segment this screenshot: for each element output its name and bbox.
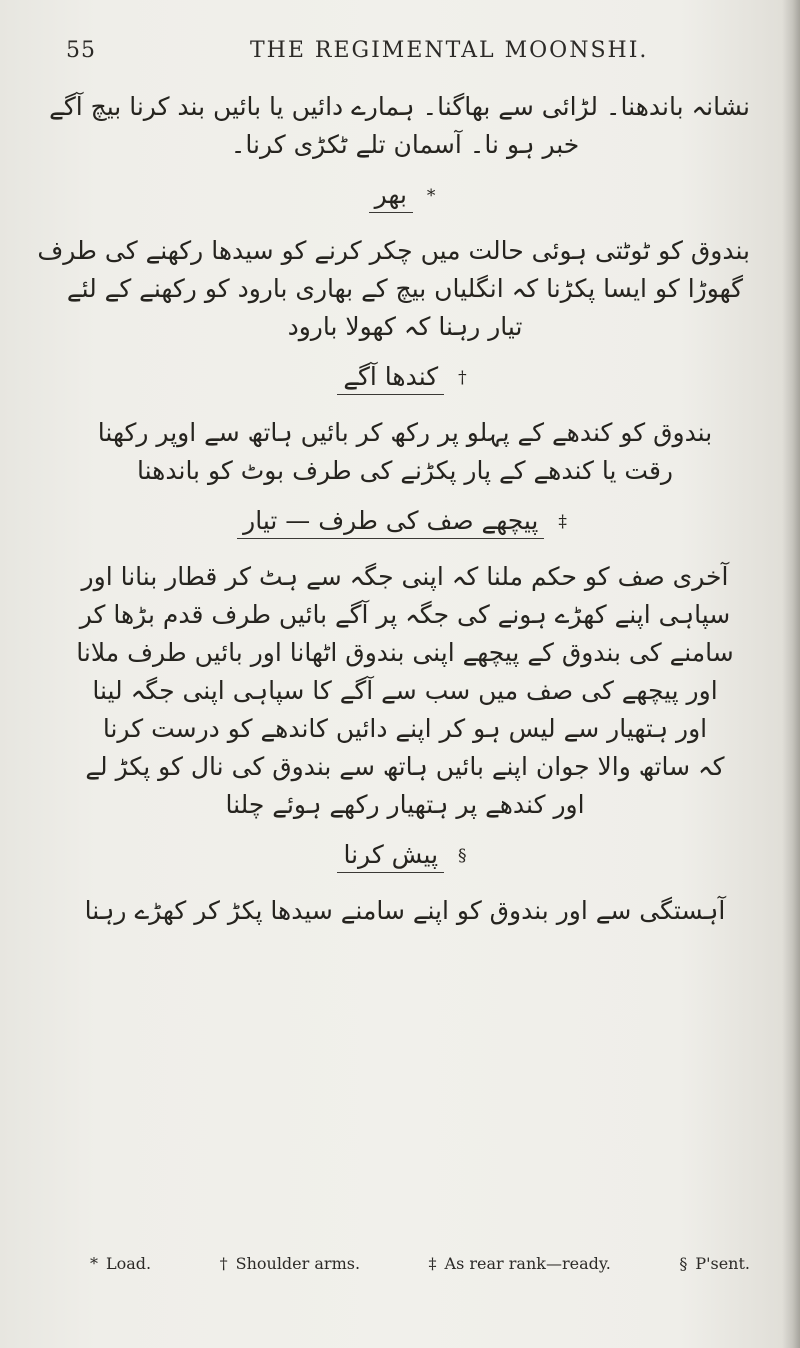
footnote-marker: § [458,846,467,866]
page-header [0,38,800,78]
heading-text: پیش کرنا [337,840,444,873]
heading-text: کندھا آگے [337,362,444,395]
text-line: اور ہتھیار سے لیس ہو کر اپنے دائیں کاندھے کو درست کرنا [102,714,708,743]
footnote-marker: † [219,1254,228,1273]
text-line: آخری صف کو حکم ملنا کہ اپنی جگہ سے ہٹ کر قطار بنانا اور [81,562,729,591]
footnote-present [679,1254,750,1273]
page-number: 55 [66,38,96,63]
heading-text: بھر [369,180,413,213]
footnote-shoulder-arms [220,1254,360,1273]
text-line: سپاہی اپنے کھڑے ہونے کی جگہ پر آگے بائیں طرف قدم بڑھا کر [79,600,731,629]
footnote-text: Shoulder arms. [235,1254,361,1273]
footnotes [90,1254,750,1273]
text-line: کہ ساتھ والا جوان اپنے بائیں ہاتھ سے بندوق کی نال کو پکڑ لے [85,752,725,781]
paragraph-5 [60,892,750,930]
section-heading-rear-rank-ready [60,502,750,540]
section-heading-load [60,176,750,214]
text-line: گھوڑا کو ایسا پکڑنا کہ انگلیاں بیچ کے بھاری بارود کو رکھنے کے لئے [66,274,744,303]
page-edge-shadow [782,0,800,1348]
footnote-marker: * [90,1254,98,1273]
footnote-text: As rear rank—ready. [444,1254,611,1273]
paragraph-1 [49,88,750,164]
paragraph-2 [37,232,750,346]
text-line: نشانہ باندھنا۔ لڑائی سے بھاگنا۔ ہمارے دائیں یا بائیں بند کرنا بیچ آگے [49,92,750,121]
text-line: آہستگی سے اور بندوق کو اپنے سامنے سیدھا پکڑ کر کھڑے رہنا [84,896,726,925]
running-title: THE REGIMENTAL MOONSHI. [250,38,649,63]
text-line: بندوق کو کندھے کے پہلو پر رکھ کر بائیں ہاتھ سے اوپر رکھنا [97,418,713,447]
text-line: بندوق کو ٹوٹتی ہوئی حالت میں چکر کرنے کو سیدھا رکھنے کی طرف [37,236,750,265]
paragraph-3 [60,414,750,490]
footnote-marker: ‡ [428,1254,437,1273]
text-line: خبر ہو نا۔ آسمان تلے ٹکڑی کرنا۔ [230,130,580,159]
footnote-load [90,1254,151,1273]
footnote-marker: § [679,1254,688,1273]
footnote-text: Load. [106,1254,152,1273]
footnote-marker: ‡ [558,512,567,532]
footnote-text: P'sent. [695,1254,750,1273]
heading-text: پیچھے صف کی طرف — تیار [237,506,544,539]
footnote-rear-rank [429,1254,611,1273]
text-line: اور کندھے پر ہتھیار رکھے ہوئے چلنا [225,790,585,819]
footnote-marker: * [426,186,436,206]
text-line: رقت یا کندھے کے پار پکڑنے کی طرف بوٹ کو باندھنا [137,456,673,485]
section-heading-present [60,836,750,874]
footnote-marker: † [458,368,467,388]
section-heading-shoulder-arms [60,358,750,396]
paragraph-4 [60,558,750,824]
text-line: سامنے کی بندوق کے پیچھے اپنی بندوق اٹھانا اور بائیں طرف ملانا [76,638,734,667]
urdu-body-text [37,88,750,930]
text-line: اور پیچھے کی صف میں سب سے آگے کا سپاہی اپنی جگہ لینا [92,676,718,705]
text-line: تیار رہنا کہ کھولا بارود [287,312,523,341]
